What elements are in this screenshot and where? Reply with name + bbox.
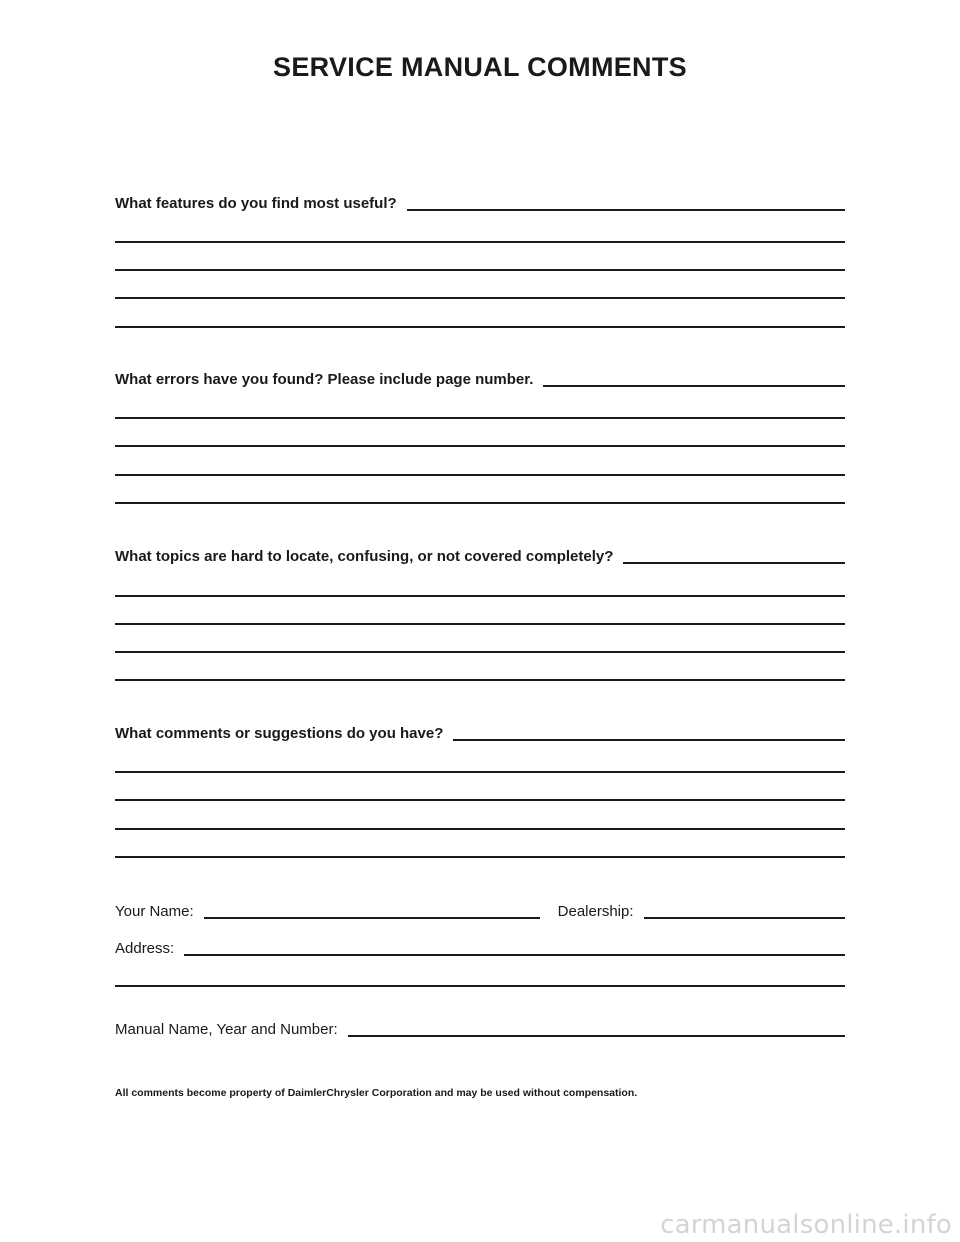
question-features xyxy=(115,195,845,213)
manual-label: Manual Name, Year and Number: xyxy=(115,1021,338,1038)
question-topics xyxy=(115,548,845,566)
answer-line[interactable] xyxy=(115,241,845,243)
dealership-label: Dealership: xyxy=(557,903,634,920)
answer-line[interactable] xyxy=(115,502,845,504)
question-label: What comments or suggestions do you have? xyxy=(115,725,444,742)
question-comments xyxy=(115,725,845,743)
answer-line[interactable] xyxy=(407,209,845,211)
answer-line[interactable] xyxy=(115,623,845,625)
answer-line[interactable] xyxy=(115,269,845,271)
answer-line[interactable] xyxy=(115,679,845,681)
answer-line[interactable] xyxy=(115,326,845,328)
answer-line[interactable] xyxy=(115,651,845,653)
question-label: What errors have you found? Please include page number. xyxy=(115,371,534,388)
answer-line[interactable] xyxy=(115,445,845,447)
answer-line[interactable] xyxy=(453,739,845,741)
answer-line[interactable] xyxy=(115,828,845,830)
address-field[interactable] xyxy=(184,954,845,956)
address-label: Address: xyxy=(115,940,175,957)
answer-line[interactable] xyxy=(115,856,845,858)
your-name-label: Your Name: xyxy=(115,903,194,920)
question-errors xyxy=(115,371,845,389)
your-name-field[interactable] xyxy=(204,917,540,919)
question-label: What features do you find most useful? xyxy=(115,195,397,212)
question-label: What topics are hard to locate, confusing, or not covered completely? xyxy=(115,548,614,565)
answer-line[interactable] xyxy=(115,771,845,773)
name-dealership-row xyxy=(115,903,845,921)
answer-line[interactable] xyxy=(115,417,845,419)
answer-line[interactable] xyxy=(543,385,845,387)
manual-row xyxy=(115,1021,845,1039)
watermark: carmanualsonline.info xyxy=(660,1210,952,1240)
answer-line[interactable] xyxy=(115,474,845,476)
answer-line[interactable] xyxy=(623,562,845,564)
page-title: SERVICE MANUAL COMMENTS xyxy=(273,52,687,82)
address-field-line-2[interactable] xyxy=(115,985,845,987)
answer-line[interactable] xyxy=(115,297,845,299)
address-row xyxy=(115,940,845,958)
manual-field[interactable] xyxy=(348,1035,845,1037)
answer-line[interactable] xyxy=(115,595,845,597)
dealership-field[interactable] xyxy=(644,917,845,919)
footer-note: All comments become property of DaimlerChrysler Corporation and may be used without compensation. xyxy=(115,1087,638,1099)
answer-line[interactable] xyxy=(115,799,845,801)
